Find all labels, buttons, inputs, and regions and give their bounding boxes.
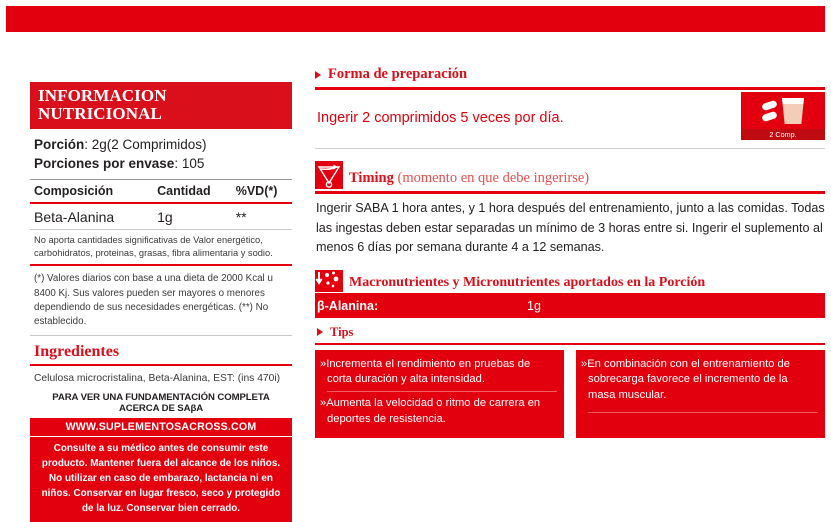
- servings-value: : 105: [174, 156, 205, 172]
- ingredients-list: Celulosa microcristalina, Beta-Alanina, EST: (ins 470i): [34, 373, 281, 385]
- servings-label: Porciones por envase: [34, 156, 175, 172]
- reference-line: PARA VER UNA FUNDAMENTACIÓN COMPLETA ACERCA DE SAβA: [52, 392, 270, 415]
- triangle-bullet-icon: [315, 71, 321, 79]
- tips-heading: [315, 318, 825, 345]
- column-header-vd: %VD(*): [232, 179, 292, 203]
- macronutrient-value: 1g: [527, 298, 541, 313]
- preparation-heading: [315, 66, 825, 87]
- preparation-row: [315, 90, 825, 149]
- warning-text: Consulte a su médico antes de consumir este producto. Mantener fuera del alcance de los niños. No utilizar en caso de embarazo, lactancia ni en niños. Conservar en lugar fresco, seco y protegido de la luz. Conservar bien cerrado.: [30, 437, 292, 522]
- ingredients-title: Ingredientes: [30, 336, 292, 366]
- composition-table: [30, 179, 292, 230]
- timing-title: Timing: [349, 170, 394, 186]
- portion-line: [34, 135, 288, 155]
- nutrition-facts-header: INFORMACION NUTRICIONAL: [30, 82, 292, 129]
- list-item: »Aumenta la velocidad o ritmo de carrera en deportes de resistencia.: [327, 391, 557, 431]
- list-item: »Incrementa el rendimiento en pruebas de corta duración y alta intensidad.: [320, 357, 531, 386]
- timing-subtitle: (momento en que debe ingerirse): [397, 170, 590, 186]
- macronutrient-name: β-Alanina:: [317, 298, 379, 313]
- nutrients-particles-icon: [315, 270, 343, 292]
- nutrition-panel: [30, 82, 292, 522]
- column-header-cantidad: Cantidad: [153, 179, 232, 203]
- tablets-icon: [762, 102, 777, 120]
- nutrition-note-primary: No aporta cantidades significativas de Valor energético, carbohidratos, proteinas, grasas, fibra alimentaria y sodio.: [30, 230, 292, 267]
- servings-line: [34, 154, 288, 174]
- tips-row: [315, 350, 825, 439]
- dose-badge: [741, 92, 825, 140]
- timing-title-group: [349, 170, 589, 189]
- column-header-composicion: Composición: [30, 179, 153, 203]
- portion-info: [30, 129, 292, 177]
- timing-body: Ingerir SABA 1 hora antes, y 1 hora después del entrenamiento, junto a las comidas. Todas las ingestas deben estar separadas un mínimo de 3 horas entre si. Ingerir el suplemento al menos 6 días por semana durante 4 a 12 semanas.: [316, 201, 825, 255]
- preparation-instruction: Ingerir 2 comprimidos 5 veces por día.: [317, 110, 564, 126]
- table-row: [30, 203, 292, 230]
- tips-title: Tips: [330, 324, 354, 339]
- stopwatch-icon: [315, 161, 343, 189]
- tips-box-right: [576, 350, 825, 439]
- details-panel: [315, 66, 825, 438]
- list-item: »En combinación con el entrenamiento de sobrecarga favorece el incremento de la masa muscular.: [588, 355, 818, 414]
- portion-label: Porción: [34, 136, 85, 152]
- top-red-banner: [6, 6, 825, 32]
- cell-vd: **: [232, 203, 292, 230]
- nutrition-note-daily-values: (*) Valores diarios con base a una dieta de 2000 Kcal u 8400 Kj. Sus valores pueden ser mayores o menores dependiendo de sus necesidades energéticas. (**) No establecido.: [30, 266, 292, 336]
- macronutrients-heading: [315, 270, 825, 295]
- macronutrient-row: [315, 295, 825, 318]
- preparation-title: Forma de preparación: [328, 66, 468, 82]
- portion-value: : 2g(2 Comprimidos): [84, 136, 207, 152]
- glass-icon: [782, 98, 804, 124]
- triangle-bullet-icon: [317, 328, 323, 336]
- tips-box-left: [315, 350, 564, 439]
- cell-cantidad: 1g: [153, 203, 232, 230]
- timing-heading: [315, 161, 825, 194]
- cell-composicion: Beta-Alanina: [30, 203, 153, 230]
- dose-badge-caption: 2 Comp.: [741, 129, 825, 141]
- table-header-row: [30, 179, 292, 203]
- macronutrients-title: Macronutrientes y Micronutrientes aportados en la Porción: [349, 274, 706, 290]
- website-url[interactable]: WWW.SUPLEMENTOSACROSS.COM: [30, 418, 292, 436]
